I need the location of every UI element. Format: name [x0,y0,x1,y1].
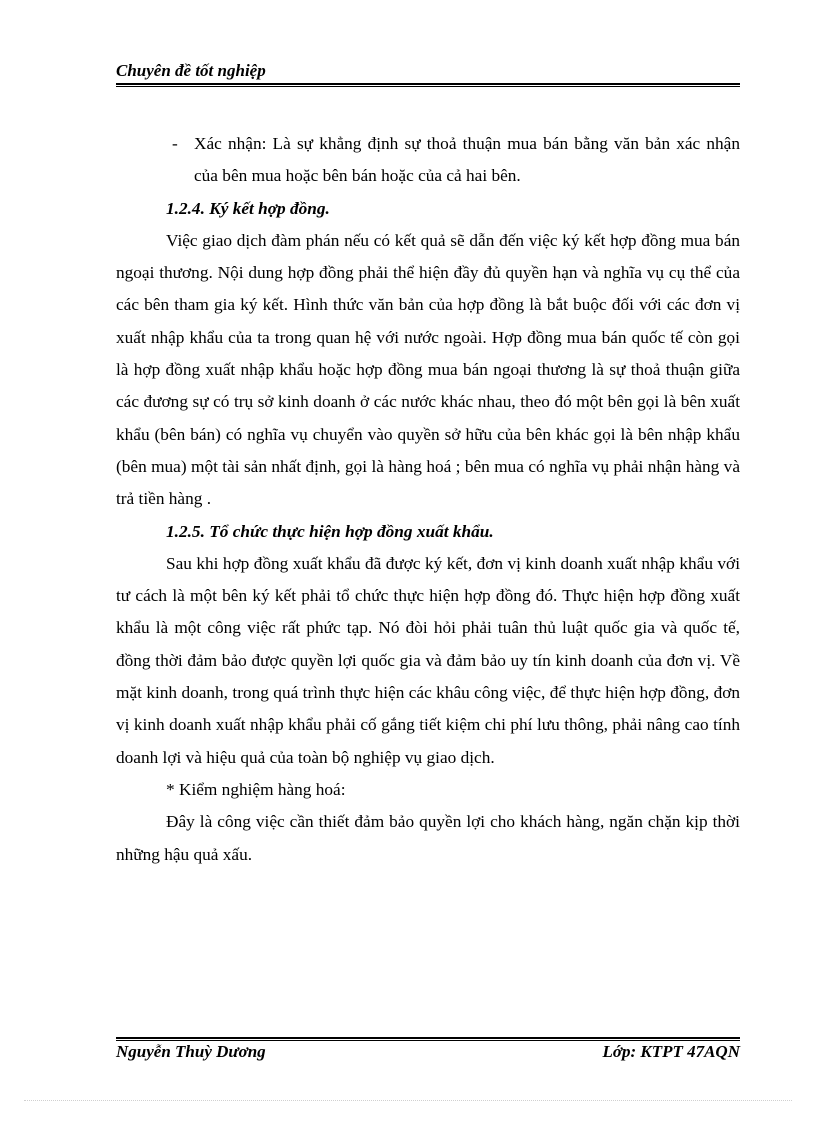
section-heading-1-2-4: 1.2.4. Ký kết hợp đồng. [166,198,330,218]
page-bottom-edge [24,1100,792,1101]
paragraph-inspection-body: Đây là công việc cần thiết đảm bảo quyền lợi cho khách hàng, ngăn chặn kịp thời những hậu quả xấu. [116,812,740,864]
footer-class: Lớp: KTPT 47AQN [602,1042,740,1061]
footer-divider [116,1037,740,1041]
paragraph-contract-execution: Sau khi hợp đồng xuất khẩu đã được ký kết, đơn vị kinh doanh xuất nhập khẩu với tư cách là một bên ký kết phải tổ chức thực hiện hợp đồng đó. Thực hiện hợp đồng xuất khẩu là một công việc rất phức tạp. Nó đòi hỏi phải tuân thủ luật quốc gia và quốc tế, đồng thời đảm bảo được quyền lợi quốc gia và đảm bảo uy tín kinh doanh của đơn vị. Về mặt kinh doanh, trong quá trình thực hiện các khâu công việc, để thực hiện hợp đồng, đơn vị kinh doanh xuất nhập khẩu phải cố gắng tiết kiệm chi phí lưu thông, phải nâng cao tính doanh lợi và hiệu quả của toàn bộ nghiệp vụ giao dịch. [116,553,740,767]
paragraph-contract-signing: Việc giao dịch đàm phán nếu có kết quả sẽ dẫn đến việc ký kết hợp đồng mua bán ngoại thương. Nội dung hợp đồng phải thể hiện đầy đủ quyền hạn và nghĩa vụ cụ thể của các bên tham gia ký kết. Hình thức văn bản của hợp đồng là bắt buộc đối với các đơn vị xuất nhập khẩu của ta trong quan hệ với nước ngoài. Hợp đồng mua bán quốc tế còn gọi là hợp đồng xuất nhập khẩu hoặc hợp đồng mua bán ngoại thương là sự thoả thuận giữa các đương sự có trụ sở kinh doanh ở các nước khác nhau, theo đó một bên gọi là bên xuất khẩu (bên bán) có nghĩa vụ chuyển vào quyền sở hữu của bên khác gọi là bên nhập khẩu (bên mua) một tài sản nhất định, gọi là hàng hoá ; bên mua có nghĩa vụ phải nhận hàng và trả tiền hàng . [116,230,740,509]
footer-author: Nguyễn Thuỳ Dương [116,1042,266,1061]
section-heading-1-2-5: 1.2.5. Tổ chức thực hiện hợp đồng xuất khẩu. [166,521,494,541]
document-body [116,128,740,871]
paragraph-inspection-label: * Kiểm nghiệm hàng hoá: [166,779,346,799]
bullet-text: Xác nhận: Là sự khẳng định sự thoả thuận mua bán bằng văn bản xác nhận của bên mua hoặc bên bán hoặc của cả hai bên. [194,134,740,186]
header-divider [116,83,740,87]
bullet-dash: - [172,134,178,153]
page-header-title: Chuyên đề tốt nghiệp [116,61,266,80]
bullet-item [116,128,740,193]
